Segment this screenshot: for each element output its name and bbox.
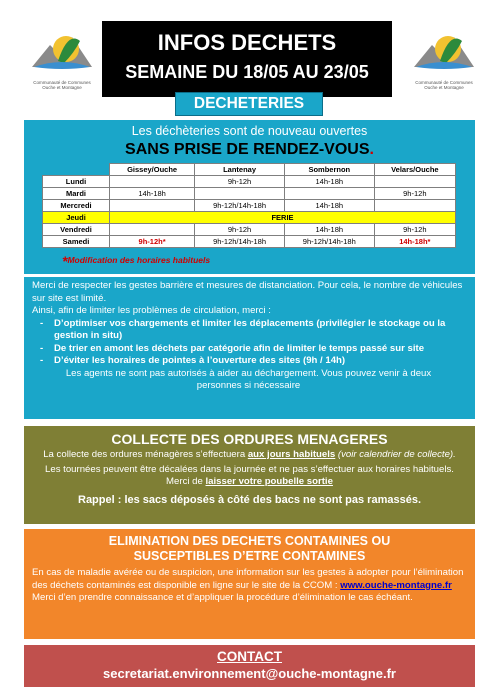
collecte-usual-days: aux jours habituels bbox=[247, 449, 336, 460]
collecte-leave-bin: laisser votre poubelle sortie bbox=[205, 476, 333, 487]
no-appointment-dot: . bbox=[369, 141, 374, 158]
table-header-cell bbox=[43, 164, 110, 176]
list-item: - De trier en amont les déchets par catégorie afin de limiter le temps passé sur site bbox=[54, 343, 465, 356]
table-cell bbox=[110, 200, 195, 212]
contact-email[interactable]: secretariat.environnement@ouche-montagne.fr bbox=[103, 666, 396, 681]
table-cell bbox=[110, 176, 195, 188]
table-day-cell: Mardi bbox=[43, 188, 110, 200]
ccom-website-link[interactable]: www.ouche-montagne.fr bbox=[340, 579, 452, 591]
rules-section bbox=[24, 277, 475, 419]
table-day-cell: Lundi bbox=[43, 176, 110, 188]
table-cell bbox=[374, 200, 455, 212]
table-day-cell: Samedi bbox=[43, 236, 110, 248]
table-cell: 9h-12h/14h-18h bbox=[284, 236, 374, 248]
table-cell bbox=[110, 224, 195, 236]
table-cell bbox=[195, 188, 285, 200]
contact-section bbox=[24, 645, 475, 687]
decheteries-open-text: Les déchèteries sont de nouveau ouvertes bbox=[131, 124, 368, 138]
opening-hours-table bbox=[42, 163, 456, 248]
table-cell: 9h-12h bbox=[195, 224, 285, 236]
table-cell: 14h-18h bbox=[110, 188, 195, 200]
table-cell: 9h-12h bbox=[374, 188, 455, 200]
collecte-reminder: Rappel : les sacs déposés à côté des bacs ne sont pas ramassés. bbox=[78, 493, 421, 506]
footnote bbox=[62, 254, 210, 267]
decheteries-heading: DECHETERIES bbox=[175, 92, 323, 116]
elimination-heading-1: ELIMINATION DES DECHETS CONTAMINES OU bbox=[108, 534, 391, 548]
table-row bbox=[43, 200, 456, 212]
table-header-cell: Sombernon bbox=[284, 164, 374, 176]
table-cell-modified: 9h-12h* bbox=[110, 236, 195, 248]
elimination-info-part: En cas de maladie avérée ou de suspicion, une information sur les gestes à adopter pour l’élimination des déchets contaminés est disponible en ligne sur le site de la CCOM : bbox=[32, 567, 464, 591]
rules-barrier-text: Merci de respecter les gestes barrière et mesures de distanciation. Pour cela, le nombre de véhicules sur site est limité. bbox=[32, 280, 463, 304]
table-header-row bbox=[43, 164, 456, 176]
collecte-schedule-text bbox=[24, 462, 475, 489]
rules-traffic-text: Ainsi, afin de limiter les problèmes de circulation, merci : bbox=[32, 305, 271, 316]
table-cell: 9h-12h/14h-18h bbox=[195, 236, 285, 248]
no-appointment-line bbox=[24, 140, 475, 160]
table-cell: 9h-12h/14h-18h bbox=[195, 200, 285, 212]
logo-org-line1: Communauté de Communes bbox=[415, 80, 473, 85]
decheteries-section bbox=[24, 120, 475, 274]
collecte-days-part: La collecte des ordures ménagères s’effectuera bbox=[43, 449, 248, 460]
elimination-section bbox=[24, 529, 475, 639]
footnote-star: * bbox=[62, 253, 68, 269]
logo-org-line2: Ouche et Montagne bbox=[42, 85, 82, 90]
table-row bbox=[43, 176, 456, 188]
no-appointment-text: SANS PRISE DE RENDEZ-VOUS bbox=[125, 141, 370, 158]
collecte-calendar-note: (voir calendrier de collecte). bbox=[335, 449, 456, 460]
table-header-cell: Lantenay bbox=[195, 164, 285, 176]
rules-list bbox=[32, 318, 465, 368]
table-day-cell: Jeudi bbox=[43, 212, 110, 224]
elimination-procedure-text: Merci d’en prendre connaissance et d’appliquer la procédure d’élimination le cas échéant. bbox=[32, 592, 413, 603]
table-cell bbox=[284, 188, 374, 200]
table-day-cell: Vendredi bbox=[43, 224, 110, 236]
table-day-cell: Mercredi bbox=[43, 200, 110, 212]
logo-emblem-icon bbox=[410, 23, 478, 75]
logo-org-line1: Communauté de Communes bbox=[33, 80, 91, 85]
table-cell: 9h-12h bbox=[374, 224, 455, 236]
collecte-schedule-part: Les tournées peuvent être décalées dans la journée et ne pas s’effectuer aux horaires habituels. Merci de bbox=[45, 463, 454, 487]
table-cell: 14h-18h bbox=[284, 224, 374, 236]
table-cell-modified: 14h-18h* bbox=[374, 236, 455, 248]
page-subtitle: SEMAINE DU 18/05 AU 23/05 bbox=[125, 62, 369, 82]
title-banner bbox=[102, 21, 392, 97]
collecte-heading: COLLECTE DES ORDURES MENAGERES bbox=[111, 431, 388, 447]
list-item: - D’optimiser vos chargements et limiter les déplacements (privilégier le stockage ou la gestion in situ) bbox=[54, 318, 465, 343]
collecte-section bbox=[24, 426, 475, 524]
contact-heading: CONTACT bbox=[217, 649, 282, 664]
table-row bbox=[43, 188, 456, 200]
table-header-cell: Velars/Ouche bbox=[374, 164, 455, 176]
table-header-cell: Gissey/Ouche bbox=[110, 164, 195, 176]
rules-agents-text: Les agents ne sont pas autorisés à aider au déchargement. Vous pouvez venir à deux personnes si nécessaire bbox=[65, 367, 432, 391]
table-cell: 14h-18h bbox=[284, 176, 374, 188]
table-row-holiday bbox=[43, 212, 456, 224]
elimination-heading-2: SUSCEPTIBLES D’ETRE CONTAMINES bbox=[133, 549, 366, 563]
logo-org-line2: Ouche et Montagne bbox=[424, 85, 464, 90]
page-title: INFOS DECHETS bbox=[157, 30, 337, 55]
table-row bbox=[43, 236, 456, 248]
table-row bbox=[43, 224, 456, 236]
ccom-logo-right bbox=[410, 23, 478, 95]
elimination-info-text bbox=[24, 564, 475, 592]
list-item: - D’éviter les horaires de pointes à l’ouverture des sites (9h / 14h) bbox=[54, 355, 465, 368]
footnote-text: Modification des horaires habituels bbox=[67, 255, 211, 265]
collecte-days-text bbox=[24, 447, 475, 462]
ccom-logo-left bbox=[28, 23, 96, 95]
table-cell: 9h-12h bbox=[195, 176, 285, 188]
logo-emblem-icon bbox=[28, 23, 96, 75]
table-cell: 14h-18h bbox=[284, 200, 374, 212]
table-cell bbox=[374, 176, 455, 188]
holiday-cell: FERIE bbox=[110, 212, 456, 224]
